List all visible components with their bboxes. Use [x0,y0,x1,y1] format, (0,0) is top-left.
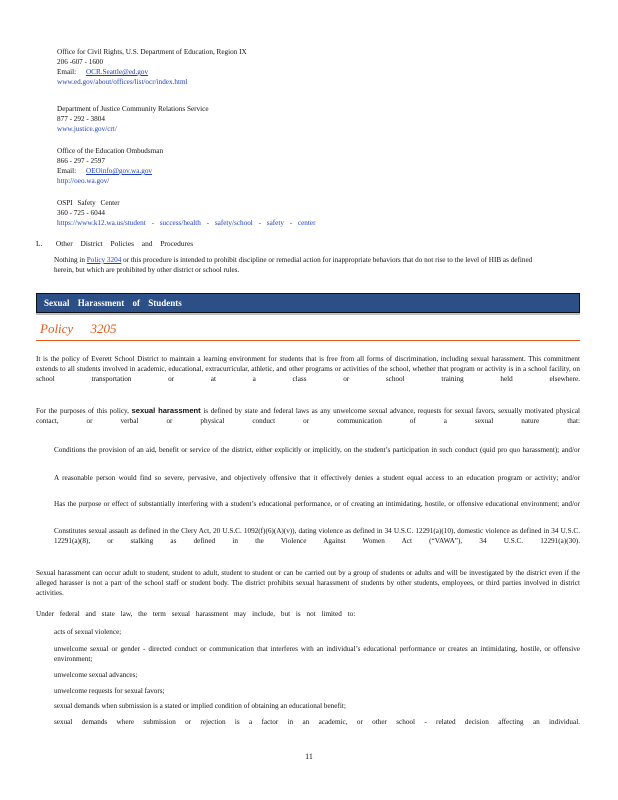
list-item-text: unwelcome requests for sexual favors; [54,687,165,695]
list-item-text: Has the purpose or effect of substantially interfering with a student’s educational performance, or of creating an intimidating, hostile, or offensive educational environment; and/or [54,500,580,508]
email-link[interactable]: OCR.Seattle@ed.gov [85,68,149,76]
policy-3204-link[interactable]: Policy 3204 [86,256,122,264]
contact-ospi [57,198,497,228]
section-l-paragraph [54,255,550,275]
contact-name: OSPI Safety Center [57,199,120,207]
contact-phone: 360 - 725 - 6044 [57,209,105,217]
list-item [36,686,580,696]
occur-paragraph: Sexual harassment can occur adult to student, student to adult, student to student or can be carried out by a group of students or adults and will be investigated by the district even if the alleged harasser is not a part of the school staff or student body. The district prohibits sexual harassment of students by other students, employees, or third parties involved in district activities. [36,569,580,597]
policy-intro: It is the policy of Everett School District to maintain a learning environment for students that is free from all forms of discrimination, including sexual harassment. This commitment extends to all students involved in academic, educational, extracurricular, athletic, and other programs or activities of the school, whether that program or activity is in a school facility, on school transportation or at a class or school training held elsewhere. [36,355,580,383]
list-item-text: Conditions the provision of an aid, benefit or service of the district, either explicitly or implicitly, on the student’s participation in such conduct (quid pro quo harassment); and/or [54,446,580,454]
list-item-text: acts of sexual violence; [54,628,122,636]
definition-paragraph [36,406,580,426]
list-item [36,473,580,483]
section-label: L. [36,239,43,248]
list-item [36,644,580,664]
list-item [36,499,580,509]
contact-name: Office for Civil Rights, U.S. Department of Education, Region IX [57,48,247,56]
section-title: Other District Policies and Procedures [55,239,194,248]
list-item-text: Constitutes sexual assault as defined in the Clery Act, 20 U.S.C. 1092(f)(6)(A)(v)), dating violence as defined in 34 U.S.C. 12291(a)(10), domestic violence as defined in 34 U.S.C. 12291(a)(8), or stalking as defined in the Violence Against Women Act (“VAWA”), 34 U.S.C. 12291(a)(30). [54,527,580,545]
para-text: is defined by state and federal laws as any unwelcome sexual advance, requests for sexual favors, sexually motivated physical contact, or verbal or physical conduct or communication of a sexual nature that: [36,407,581,425]
under-law-paragraph: Under federal and state law, the term sexual harassment may include, but is not limited to: [36,610,356,618]
contact-phone: 877 - 292 - 3804 [57,115,105,123]
web-link[interactable]: https://www.k12.wa.us/student - success/health - safety/school - safety - center [57,219,316,227]
page-number: 11 [305,752,313,761]
list-item [36,526,580,546]
contact-phone: 206 -607 - 1600 [57,58,104,66]
list-item-text: A reasonable person would find so severe, pervasive, and objectively offensive that it effectively denies a student equal access to an education program or activity; and/or [54,474,580,482]
para-text: or this procedure is intended to prohibit discipline or remedial action for inappropriate behaviors that do not rise to the level of HIB as defined herein, but which are prohibited by other district or school rules. [54,256,533,274]
banner-title: Sexual Harassment of Students [44,298,182,308]
list-item-text: unwelcome sexual or gender - directed conduct or communication that interferes with an individual’s educational performance or creates an intimidating, hostile, or offensive environment; [54,645,580,663]
list-item [36,445,580,455]
contact-phone: 866 - 297 - 2597 [57,157,105,165]
defined-term: sexual harassment [131,406,201,415]
email-label: Email: [57,167,77,175]
policy-title: Policy 3205 [40,321,117,336]
web-link[interactable]: www.justice.gov/crt/ [57,125,117,133]
section-banner [36,293,580,313]
list-item [36,627,580,637]
list-item [36,670,580,680]
contact-name: Office of the Education Ombudsman [57,147,164,155]
email-label: Email: [57,68,77,76]
list-item [36,717,580,727]
email-link[interactable]: OEOinfo@gov.wa.gov [85,167,153,175]
divider [36,313,580,315]
web-link[interactable]: http://oeo.wa.gov/ [57,177,110,185]
contact-oeo [57,146,497,186]
list-item-text: sexual demands when submission is a stated or implied condition of obtaining an educational benefit; [54,702,346,710]
web-link[interactable]: www.ed.gov/about/offices/list/ocr/index.html [57,78,188,86]
para-text: Nothing in [54,256,85,264]
list-item-text: sexual demands where submission or rejection is a factor in an academic, or other school - related decision affecting an individual. [54,718,580,726]
para-text: For the purposes of this policy, [36,407,129,415]
contact-doj [57,104,497,134]
list-item [36,701,580,711]
list-item-text: unwelcome sexual advances; [54,671,138,679]
contact-ocr [57,47,497,87]
contact-name: Department of Justice Community Relations Service [57,105,209,113]
divider [36,340,580,341]
section-l-heading [36,239,193,248]
